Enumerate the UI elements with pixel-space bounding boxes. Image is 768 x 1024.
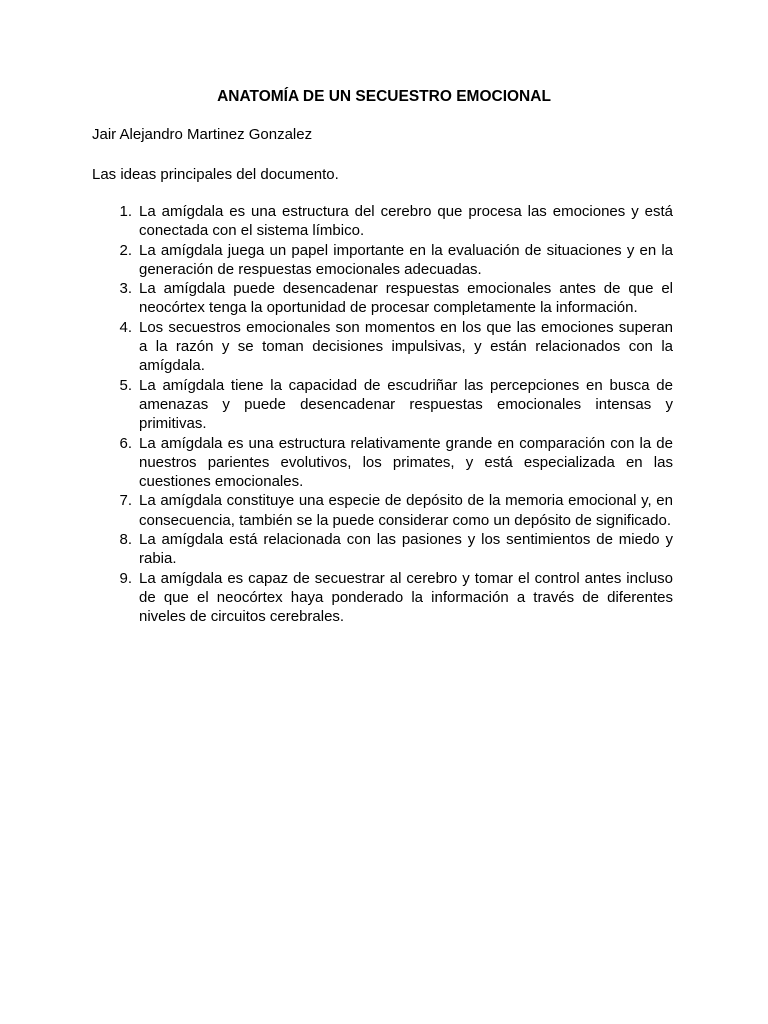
list-item [92, 530, 673, 569]
list-item-number: 6. [119, 434, 132, 452]
list-item-text: La amígdala puede desencadenar respuestas emocionales antes de que el neocórtex tenga la oportunidad de procesar completamente la información. [139, 280, 673, 317]
list-item-text: Los secuestros emocionales son momentos en los que las emociones superan a la razón y se toman decisiones impulsivas, y están relacionados con la amígdala. [139, 318, 673, 375]
list-item-text: La amígdala está relacionada con las pasiones y los sentimientos de miedo y rabia. [139, 531, 673, 568]
list-item [92, 491, 673, 530]
main-ideas-list [92, 202, 673, 627]
list-item-number: 5. [119, 376, 132, 394]
list-item [92, 376, 673, 434]
list-item-text: La amígdala tiene la capacidad de escudriñar las percepciones en busca de amenazas y puede desencadenar respuestas emocionales intensas y primitivas. [139, 376, 673, 433]
list-item-number: 1. [119, 203, 132, 220]
list-item [92, 241, 673, 280]
list-item-text: La amígdala es capaz de secuestrar al cerebro y tomar el control antes incluso de que el neocórtex haya ponderado la información a través de diferentes niveles de circuitos cerebrales. [139, 569, 673, 626]
list-item-text: La amígdala juega un papel importante en la evaluación de situaciones y en la generación de respuestas emocionales adecuadas. [139, 241, 673, 278]
list-item-number: 8. [119, 531, 132, 549]
list-item [92, 202, 673, 241]
list-item [92, 318, 673, 376]
list-item-text: La amígdala constituye una especie de depósito de la memoria emocional y, en consecuencia, también se la puede considerar como un depósito de significado. [139, 492, 673, 529]
list-item-number: 7. [119, 492, 132, 510]
list-item-text: La amígdala es una estructura relativamente grande en comparación con la de nuestros parientes evolutivos, los primates, y está especializada en las cuestiones emocionales. [139, 434, 673, 491]
list-item-number: 3. [119, 280, 132, 298]
document-title: ANATOMÍA DE UN SECUESTRO EMOCIONAL [217, 88, 551, 105]
list-item-number: 2. [119, 241, 132, 259]
author-name: Jair Alejandro Martinez Gonzalez [92, 126, 313, 143]
list-item [92, 569, 673, 627]
list-item [92, 434, 673, 492]
list-item [92, 279, 673, 318]
list-item-number: 9. [119, 569, 132, 587]
list-item-text: La amígdala es una estructura del cerebro que procesa las emociones y está conectada con el sistema límbico. [139, 203, 673, 240]
intro-text: Las ideas principales del documento. [92, 166, 339, 183]
list-item-number: 4. [119, 318, 132, 336]
